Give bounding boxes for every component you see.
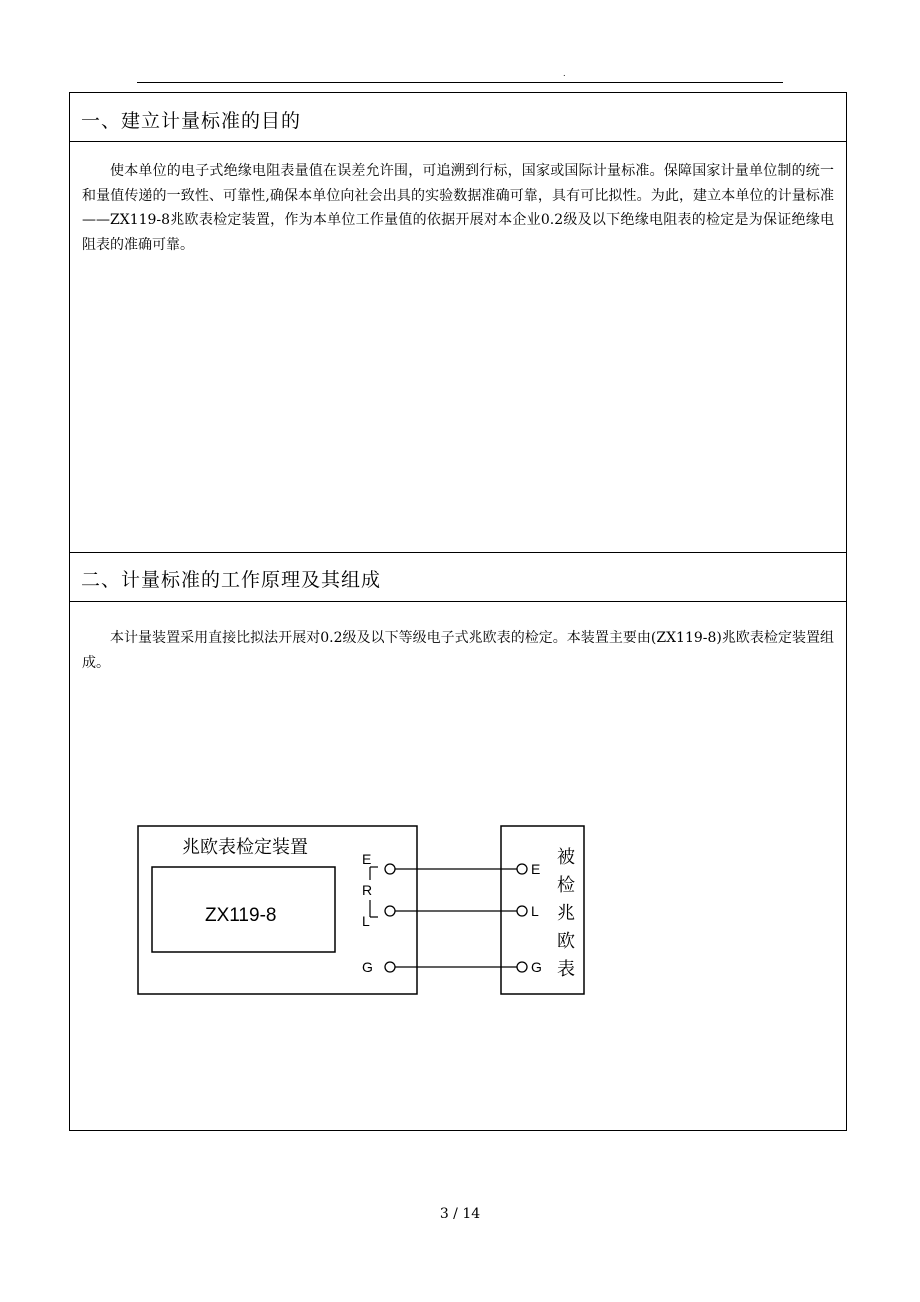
meter-label-char: 欧 xyxy=(557,931,575,951)
left-g-node xyxy=(385,962,395,972)
right-l-node xyxy=(517,906,527,916)
left-l-node xyxy=(385,906,395,916)
left-e-node xyxy=(385,864,395,874)
right-g-node xyxy=(517,962,527,972)
terminal-e-left: E xyxy=(362,851,372,867)
terminal-r-left: R xyxy=(362,882,373,898)
terminal-l-left: L xyxy=(362,913,370,929)
right-e-node xyxy=(517,864,527,874)
section-2-title: 二、计量标准的工作原理及其组成 xyxy=(81,569,382,591)
header-dot: . xyxy=(563,69,566,78)
model-label: ZX119-8 xyxy=(205,905,277,926)
section-1-title: 一、建立计量标准的目的 xyxy=(81,110,302,132)
terminal-l-right: L xyxy=(531,903,539,919)
terminal-g-right: G xyxy=(531,959,542,975)
section-2-paragraph: 本计量装置采用直接比拟法开展对0.2级及以下等级电子式兆欧表的检定。本装置主要由(ZX119-8)兆欧表检定装置组成。 xyxy=(82,630,834,671)
page-number: 3 / 14 xyxy=(439,1206,481,1222)
meter-label-char: 表 xyxy=(557,959,575,979)
meter-label-char: 检 xyxy=(557,875,575,895)
meter-label-char: 兆 xyxy=(557,903,575,923)
terminal-e-right: E xyxy=(531,861,541,877)
device-title: 兆欧表检定装置 xyxy=(182,837,308,857)
section-1-paragraph: 使本单位的电子式绝缘电阻表量值在误差允许围，可追溯到行标，国家或国际计量标准。保障国家计量单位制的统一和量值传递的一致性、可靠性,确保本单位向社会出具的实验数据准确可靠，具有可比拟性。为此，建立本单位的计量标准——ZX119-8兆欧表检定装置，作为本单位工作量值的依据开展对本企业0.2级及以下绝缘电阻表的检定是为保证绝缘电阻表的准确可靠。 xyxy=(82,163,834,253)
meter-label-char: 被 xyxy=(557,847,575,867)
terminal-g-left: G xyxy=(362,959,373,975)
